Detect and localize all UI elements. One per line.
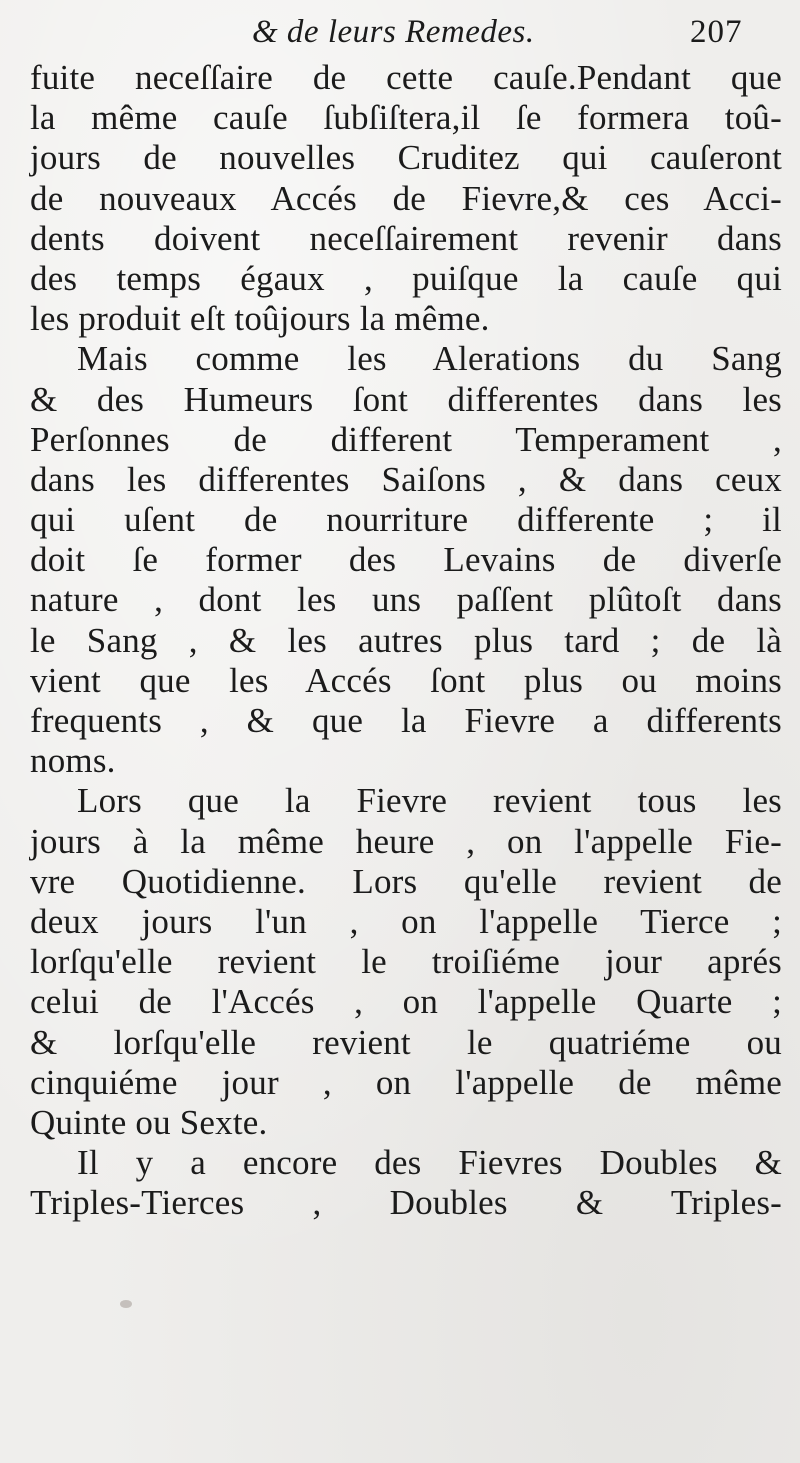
- ink-smudge: [120, 1300, 132, 1308]
- text-line: noms.: [30, 741, 116, 781]
- text-line: vient que les Accés ſont plus ou moins: [30, 660, 782, 700]
- text-line: Triples-Tierces , Doubles & Triples-: [30, 1183, 782, 1223]
- text-line: vre Quotidienne. Lors qu'elle revient de: [30, 861, 782, 901]
- text-line: nature , dont les uns paſſent plûtoſt dans: [30, 580, 782, 620]
- text-line: Il y a encore des Fievres Doubles &: [77, 1143, 782, 1183]
- text-line: deux jours l'un , on l'appelle Tierce ;: [30, 901, 782, 941]
- text-line: la même cauſe ſubſiſtera,il ſe formera toû-: [30, 98, 782, 138]
- text-line: jours à la même heure , on l'appelle Fie-: [30, 821, 782, 861]
- text-line: jours de nouvelles Cruditez qui cauſeront: [30, 138, 782, 178]
- text-line: doit ſe former des Levains de diverſe: [30, 540, 782, 580]
- text-line: Perſonnes de different Temperament ,: [30, 419, 782, 459]
- text-line: les produit eſt toûjours la même.: [30, 299, 490, 339]
- text-line: frequents , & que la Fievre a differents: [30, 701, 782, 740]
- text-line: & des Humeurs ſont differentes dans les: [30, 379, 782, 419]
- text-line: dans les differentes Saiſons , & dans ceux: [30, 459, 782, 499]
- text-line: Mais comme les Alerations du Sang: [77, 339, 782, 379]
- text-line: de nouveaux Accés de Fievre,& ces Acci-: [30, 178, 782, 218]
- text-line: lorſqu'elle revient le troiſiéme jour aprés: [30, 942, 782, 982]
- text-line: qui uſent de nourriture differente ; il: [30, 500, 782, 540]
- text-line: dents doivent neceſſairement revenir dans: [30, 218, 782, 258]
- text-line: des temps égaux , puiſque la cauſe qui: [30, 258, 782, 298]
- text-line: Quinte ou Sexte.: [30, 1102, 268, 1142]
- page-number: 207: [690, 14, 743, 50]
- page-header: [0, 8, 800, 58]
- text-line: le Sang , & les autres plus tard ; de là: [30, 620, 782, 660]
- text-line: fuite neceſſaire de cette cauſe.Pendant que: [30, 58, 782, 97]
- text-line: & lorſqu'elle revient le quatriéme ou: [30, 1022, 782, 1062]
- body-text: [30, 58, 782, 1223]
- text-line: celui de l'Accés , on l'appelle Quarte ;: [30, 982, 782, 1022]
- running-head: & de leurs Remedes.: [252, 14, 535, 50]
- text-line: cinquiéme jour , on l'appelle de même: [30, 1062, 782, 1102]
- text-line: Lors que la Fievre revient tous les: [77, 781, 782, 821]
